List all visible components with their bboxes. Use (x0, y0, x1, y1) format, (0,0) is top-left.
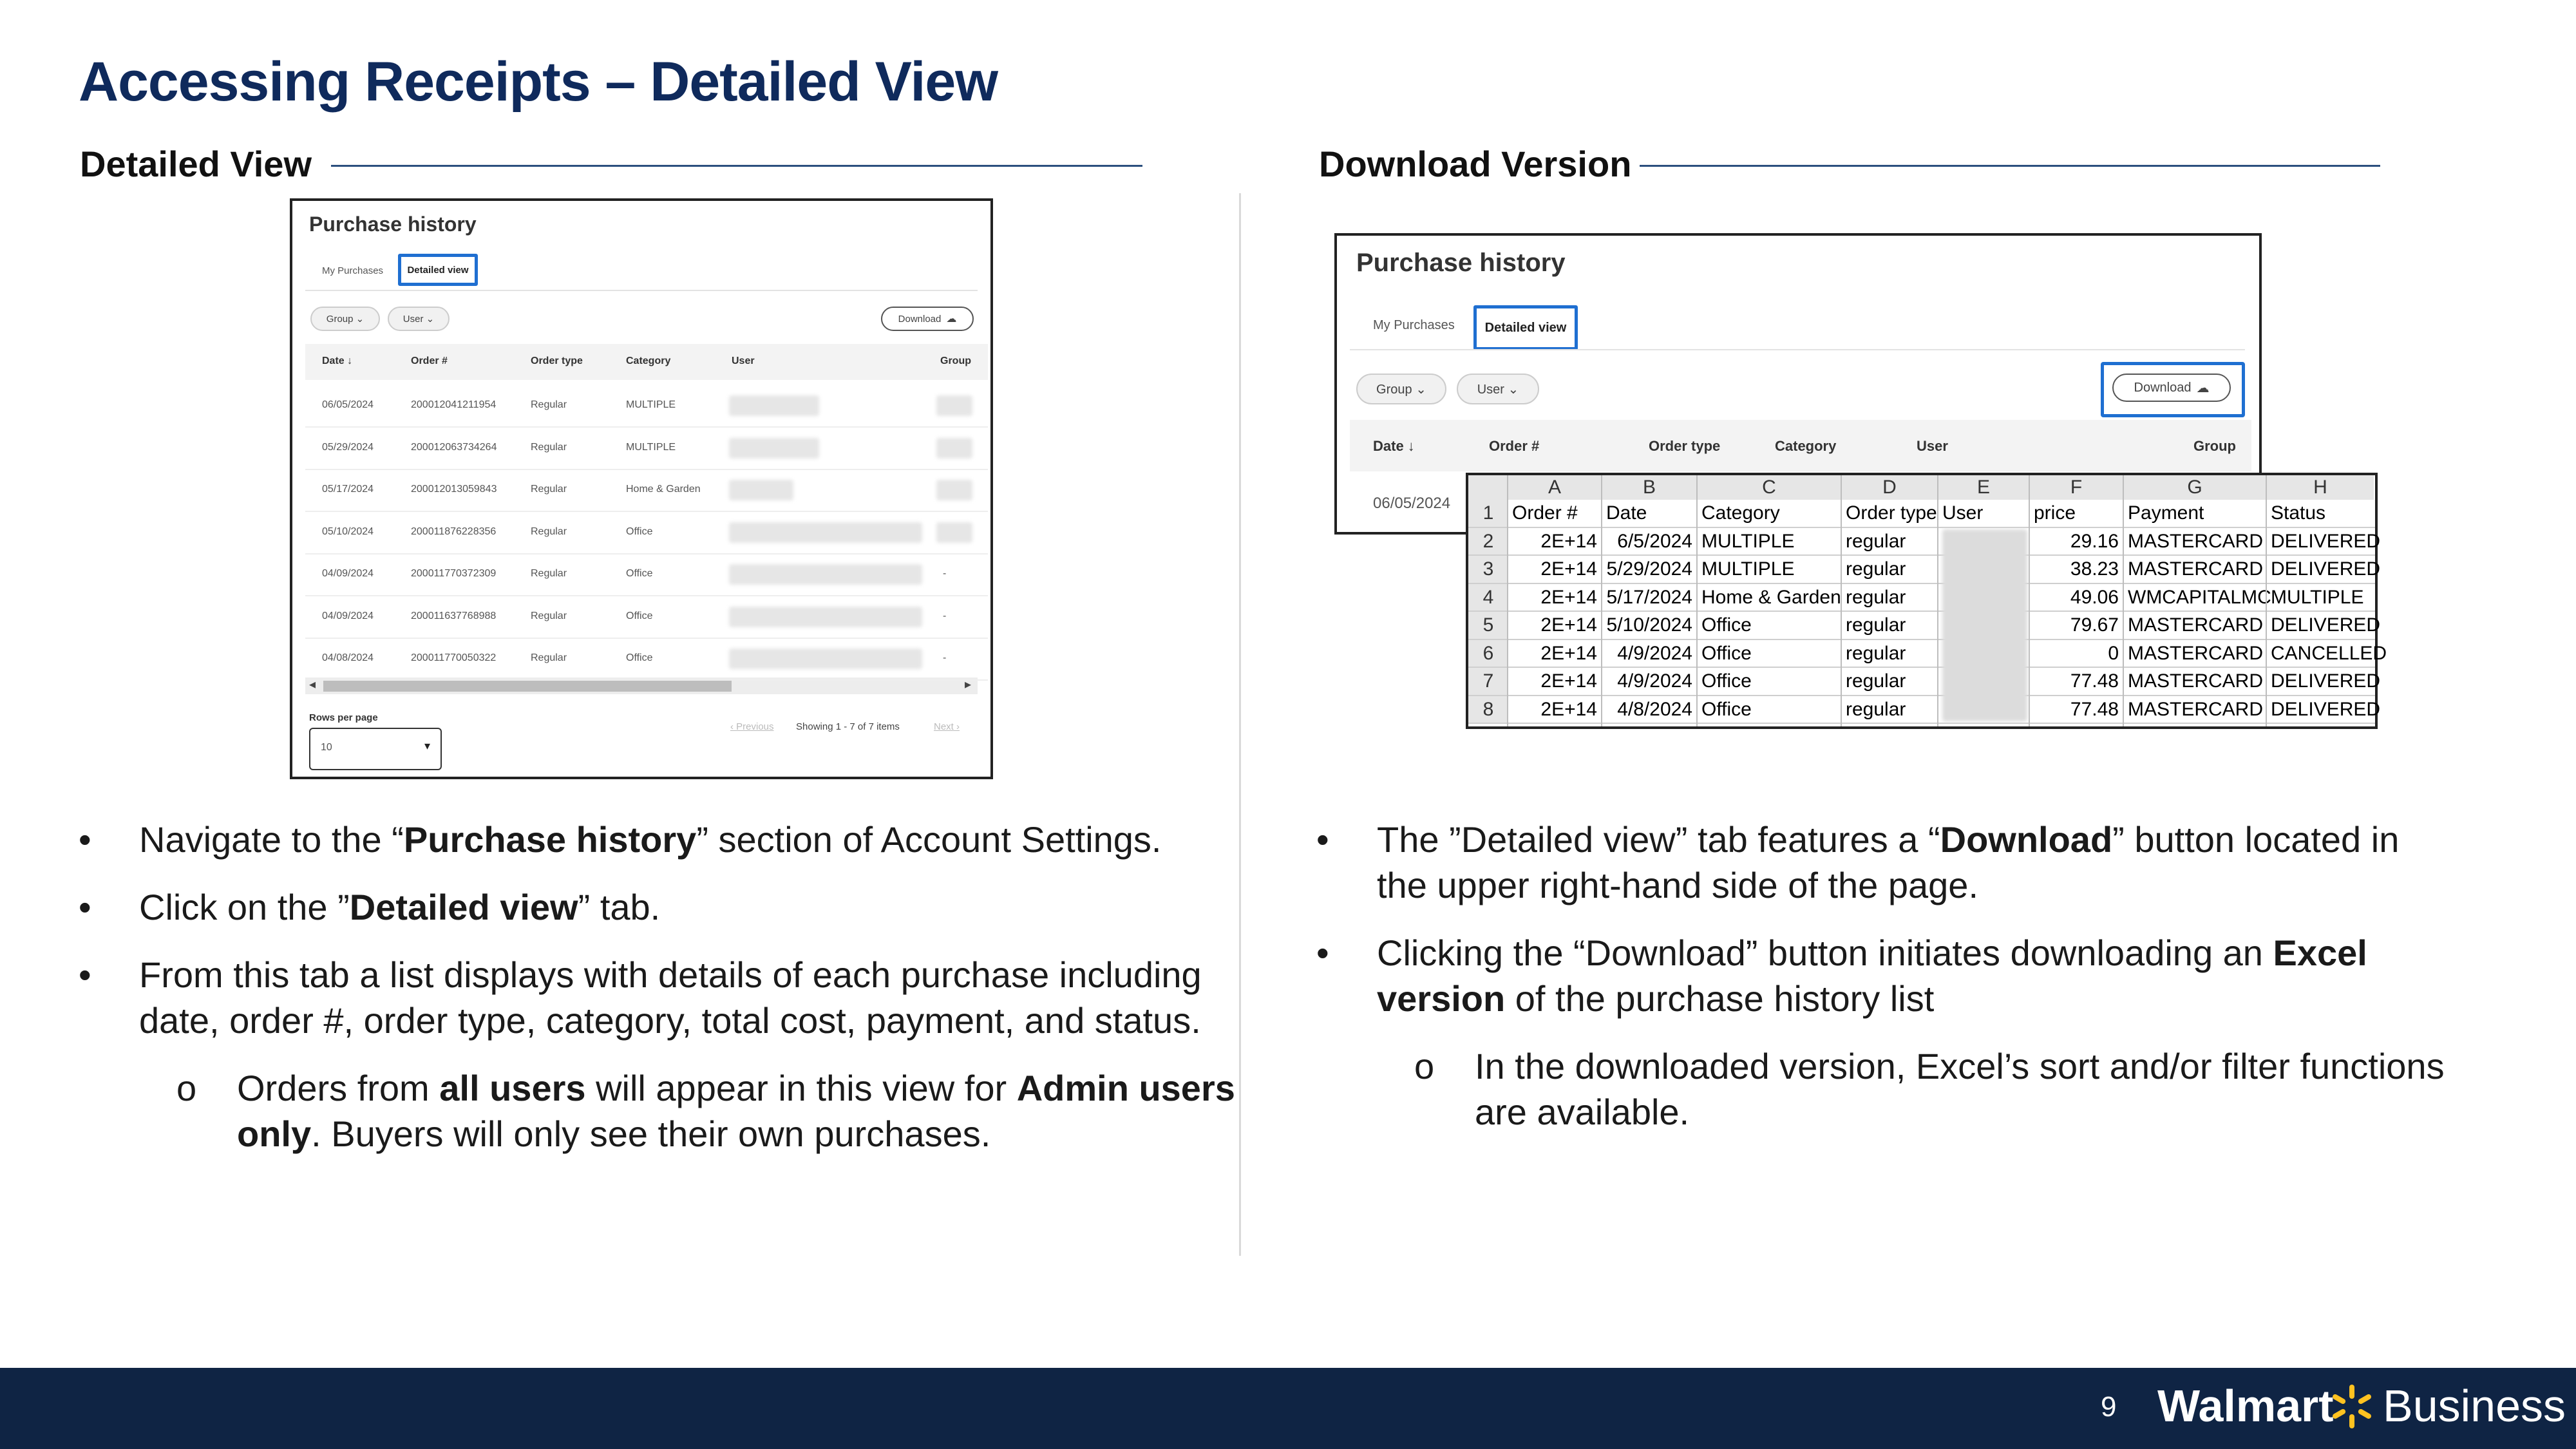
redacted-group (936, 522, 972, 543)
table-cell: 05/29/2024 (322, 441, 374, 453)
excel-header-cell[interactable]: Category (1701, 502, 1780, 524)
excel-cell[interactable]: DELIVERED (2271, 698, 2381, 720)
excel-cell[interactable]: Office (1701, 642, 1752, 664)
col-order-type: Order type (1649, 438, 1721, 454)
user-filter[interactable]: User ⌄ (1457, 374, 1539, 404)
table-cell: 05/17/2024 (322, 484, 374, 495)
excel-col-line (2029, 475, 2030, 726)
excel-row-line (1468, 611, 2375, 612)
walmart-spark-icon (2329, 1383, 2375, 1430)
excel-cell[interactable]: 2E+14 (1540, 670, 1597, 692)
left-sub-bullet: o Orders from all users will appear in this view for Admin users only. Buyers will only see their own purchases. (176, 1068, 1235, 1154)
excel-cell[interactable]: DELIVERED (2271, 670, 2381, 692)
right-bullet-1: • The ”Detailed view” tab features a “Download” button located in the upper right-hand side of the page. (1316, 819, 2400, 905)
excel-cell[interactable]: 4/9/2024 (1617, 670, 1692, 692)
download-button[interactable] (2112, 374, 2231, 402)
table-cell: Office (626, 652, 653, 663)
excel-row-line (1468, 667, 2375, 668)
excel-cell[interactable]: 2E+14 (1540, 614, 1597, 636)
excel-col-line (1841, 475, 1842, 726)
excel-cell[interactable]: regular (1846, 698, 1906, 720)
redacted-user (729, 607, 922, 627)
group-filter[interactable]: Group ⌄ (1356, 374, 1446, 404)
select-caret-icon: ▾ (424, 739, 430, 752)
redacted-user (729, 438, 819, 459)
scrollbar-thumb[interactable] (323, 680, 732, 692)
excel-header-cell[interactable]: User (1942, 502, 1984, 524)
group-empty-dash: - (943, 610, 947, 621)
col-category: Category (626, 355, 671, 366)
table-cell: 200012063734264 (411, 441, 497, 453)
tab-my-purchases[interactable]: My Purchases (322, 265, 384, 276)
tab-detailed-view[interactable]: Detailed view (398, 254, 478, 286)
col-user: User (1917, 438, 1948, 454)
excel-row-number[interactable]: 6 (1482, 642, 1494, 664)
excel-cell[interactable]: Office (1701, 614, 1752, 636)
excel-row-line (1468, 695, 2375, 696)
col-group: Group (2193, 438, 2236, 454)
page-number: 9 (2101, 1391, 2117, 1423)
excel-header-cell[interactable]: Payment (2128, 502, 2204, 524)
excel-cell[interactable]: 5/29/2024 (1606, 558, 1692, 580)
user-filter[interactable]: User ⌄ (388, 307, 450, 331)
redacted-user-column (1942, 529, 2027, 722)
excel-col-letter[interactable]: G (2124, 475, 2266, 500)
left-heading-rule (331, 165, 1142, 167)
excel-header-cell[interactable]: Status (2271, 502, 2326, 524)
excel-cell[interactable]: regular (1846, 558, 1906, 580)
group-empty-dash: - (943, 652, 947, 663)
table-cell: MULTIPLE (626, 399, 676, 410)
page-title: Accessing Receipts – Detailed View (79, 51, 998, 113)
excel-cell[interactable]: 77.48 (2070, 670, 2119, 692)
purchase-history-title: Purchase history (1356, 249, 1566, 277)
excel-cell[interactable]: MULTIPLE (2271, 586, 2364, 608)
left-section-heading: Detailed View (80, 144, 312, 184)
excel-header-cell[interactable]: Date (1606, 502, 1647, 524)
excel-cell[interactable]: 6/5/2024 (1617, 530, 1692, 552)
excel-cell[interactable]: WMCAPITALMC (2128, 586, 2271, 608)
table-cell: 04/09/2024 (322, 610, 374, 621)
walmart-logo-business: Business (2383, 1381, 2566, 1431)
download-cloud-icon: ☁ (946, 314, 957, 325)
table-cell: Regular (531, 610, 567, 621)
excel-col-line (2266, 475, 2267, 726)
excel-cell[interactable]: 5/10/2024 (1606, 614, 1692, 636)
table-cell: 200011770372309 (411, 568, 497, 579)
excel-cell[interactable]: regular (1846, 670, 1906, 692)
right-bullet-2: • Clicking the “Download” button initiates downloading an Excel version of the purchase history list (1316, 933, 2367, 1019)
excel-col-line (1937, 475, 1938, 726)
excel-col-letter[interactable]: H (2267, 475, 2374, 500)
excel-cell[interactable]: 77.48 (2070, 698, 2119, 720)
redacted-user (729, 564, 922, 585)
redacted-group (936, 480, 972, 500)
excel-header-cell[interactable]: Order # (1512, 502, 1578, 524)
right-bullet-list (1316, 817, 2450, 1157)
redacted-group (936, 395, 972, 416)
excel-col-line (1601, 475, 1602, 726)
right-sub-bullet: o In the downloaded version, Excel’s sort and/or filter functions are available. (1414, 1046, 2445, 1132)
table-cell: Regular (531, 484, 567, 495)
pager-status: Showing 1 - 7 of 7 items (796, 721, 900, 732)
excel-cell[interactable]: 2E+14 (1540, 586, 1597, 608)
excel-col-line (1696, 475, 1698, 726)
rows-per-page-label: Rows per page (309, 712, 378, 723)
table-cell: 200012013059843 (411, 484, 497, 495)
group-filter[interactable]: Group ⌄ (310, 307, 380, 331)
table-cell: Regular (531, 652, 567, 663)
excel-cell[interactable]: MASTERCARD (2128, 530, 2264, 552)
excel-spreadsheet (1466, 473, 2387, 729)
excel-cell[interactable]: MASTERCARD (2128, 642, 2264, 664)
excel-cell[interactable]: MULTIPLE (1701, 530, 1795, 552)
excel-row-number[interactable]: 4 (1482, 586, 1494, 608)
excel-cell[interactable]: 2E+14 (1540, 698, 1597, 720)
excel-col-line (1507, 475, 1508, 726)
excel-row-line (1468, 639, 2375, 640)
left-bullet-2: • Click on the ”Detailed view” tab. (79, 887, 661, 927)
excel-cell[interactable]: 2E+14 (1540, 642, 1597, 664)
scroll-right-icon[interactable]: ▸ (965, 677, 972, 692)
table-cell: Home & Garden (626, 484, 701, 495)
table-cell: 200011637768988 (411, 610, 497, 621)
purchase-history-title: Purchase history (309, 213, 477, 236)
redacted-user (729, 649, 922, 669)
excel-cell[interactable]: regular (1846, 530, 1906, 552)
excel-col-letter[interactable]: C (1698, 475, 1841, 500)
rows-per-page-value: 10 (321, 742, 332, 753)
download-button-label: Download (2134, 380, 2192, 395)
excel-cell[interactable]: MULTIPLE (1701, 558, 1795, 580)
table-cell: MULTIPLE (626, 441, 676, 453)
table-cell: Regular (531, 399, 567, 410)
table-cell: 200012041211954 (411, 399, 497, 410)
excel-corner[interactable] (1468, 475, 1508, 500)
scroll-left-icon[interactable]: ◂ (309, 677, 316, 692)
excel-cell[interactable]: CANCELLED (2271, 642, 2387, 664)
excel-cell[interactable]: regular (1846, 614, 1906, 636)
excel-cell[interactable]: 5/17/2024 (1606, 586, 1692, 608)
excel-cell[interactable]: 38.23 (2070, 558, 2119, 580)
pager-previous[interactable]: ‹ Previous (730, 721, 774, 732)
pager-next[interactable]: Next › (934, 721, 960, 732)
redacted-user (729, 522, 922, 543)
tab-underline (305, 290, 978, 291)
excel-row-line (1468, 554, 2375, 556)
excel-cell[interactable]: MASTERCARD (2128, 670, 2264, 692)
table-cell: 06/05/2024 (322, 399, 374, 410)
table-cell: 04/08/2024 (322, 652, 374, 663)
excel-row-line (1468, 723, 2375, 724)
col-category: Category (1775, 438, 1837, 454)
walmart-logo-word: Walmart (2157, 1381, 2334, 1431)
left-bullet-1: • Navigate to the “Purchase history” section of Account Settings. (79, 819, 1162, 860)
excel-row-number[interactable]: 5 (1482, 614, 1494, 636)
excel-header-cell[interactable]: Order type (1846, 502, 1937, 524)
left-bullet-3: • From this tab a list displays with details of each purchase including date, order #, order type, category, total cost, payment, and status. (79, 954, 1202, 1041)
excel-cell[interactable]: DELIVERED (2271, 558, 2381, 580)
table-cell: Regular (531, 441, 567, 453)
table-cell: 04/09/2024 (322, 568, 374, 579)
excel-col-letter[interactable]: A (1508, 475, 1601, 500)
excel-cell[interactable]: 4/8/2024 (1617, 698, 1692, 720)
excel-cell[interactable]: 4/9/2024 (1617, 642, 1692, 664)
excel-cell[interactable]: MASTERCARD (2128, 698, 2264, 720)
redacted-user (729, 480, 793, 500)
detailed-view-screenshot (290, 198, 993, 779)
right-section-heading: Download Version (1319, 144, 1632, 184)
tab-underline (1350, 349, 2245, 350)
col-order: Order # (1489, 438, 1540, 454)
excel-row-line (1468, 583, 2375, 584)
table-cell: 05/10/2024 (322, 526, 374, 537)
excel-row-number[interactable]: 7 (1482, 670, 1494, 692)
group-empty-dash: - (943, 568, 947, 579)
redacted-user (729, 395, 819, 416)
excel-cell[interactable]: Home & Garden (1701, 586, 1841, 608)
table-cell: Office (626, 526, 653, 537)
first-row-date: 06/05/2024 (1373, 495, 1451, 512)
tab-my-purchases[interactable]: My Purchases (1373, 318, 1455, 332)
col-order-type: Order type (531, 355, 583, 366)
right-heading-rule (1640, 165, 2380, 167)
excel-cell[interactable]: MASTERCARD (2128, 614, 2264, 636)
table-cell: 200011876228356 (411, 526, 497, 537)
table-cell: Office (626, 568, 653, 579)
excel-row-number[interactable]: 3 (1482, 558, 1494, 580)
excel-col-line (2123, 475, 2124, 726)
download-button[interactable] (881, 307, 974, 331)
excel-col-letter[interactable]: D (1842, 475, 1937, 500)
excel-cell[interactable]: 29.16 (2070, 530, 2119, 552)
excel-cell[interactable]: Office (1701, 670, 1752, 692)
download-button-label: Download (898, 313, 942, 325)
rows-per-page-select[interactable] (309, 728, 442, 770)
excel-col-letter[interactable]: F (2030, 475, 2123, 500)
excel-cell[interactable]: Office (1701, 698, 1752, 720)
redacted-group (936, 438, 972, 459)
col-order: Order # (411, 355, 448, 366)
excel-row-number[interactable]: 2 (1482, 530, 1494, 552)
excel-cell[interactable]: DELIVERED (2271, 530, 2381, 552)
download-cloud-icon: ☁ (2196, 381, 2210, 395)
col-date[interactable]: Date ↓ (322, 355, 353, 366)
table-cell: Regular (531, 526, 567, 537)
col-group: Group (940, 355, 971, 366)
excel-cell[interactable]: MASTERCARD (2128, 558, 2264, 580)
table-cell: 200011770050322 (411, 652, 497, 663)
excel-row-number[interactable]: 1 (1482, 502, 1494, 524)
excel-cell[interactable]: 2E+14 (1540, 558, 1597, 580)
table-cell: Regular (531, 568, 567, 579)
excel-col-letter[interactable]: B (1602, 475, 1696, 500)
excel-header-cell[interactable]: price (2034, 502, 2076, 524)
excel-cell[interactable]: regular (1846, 642, 1906, 664)
excel-col-letter[interactable]: E (1938, 475, 2029, 500)
excel-cell[interactable]: regular (1846, 586, 1906, 608)
tab-detailed-view[interactable]: Detailed view (1473, 305, 1578, 350)
table-cell: Office (626, 610, 653, 621)
col-date[interactable]: Date ↓ (1373, 438, 1415, 454)
col-user: User (732, 355, 755, 366)
excel-cell[interactable]: 79.67 (2070, 614, 2119, 636)
excel-cell[interactable]: 49.06 (2070, 586, 2119, 608)
excel-cell[interactable]: DELIVERED (2271, 614, 2381, 636)
excel-row-number[interactable]: 8 (1482, 698, 1494, 720)
excel-cell[interactable]: 0 (2108, 642, 2119, 664)
excel-cell[interactable]: 2E+14 (1540, 530, 1597, 552)
excel-row-line (1468, 527, 2375, 528)
left-bullet-list (79, 817, 1235, 1179)
